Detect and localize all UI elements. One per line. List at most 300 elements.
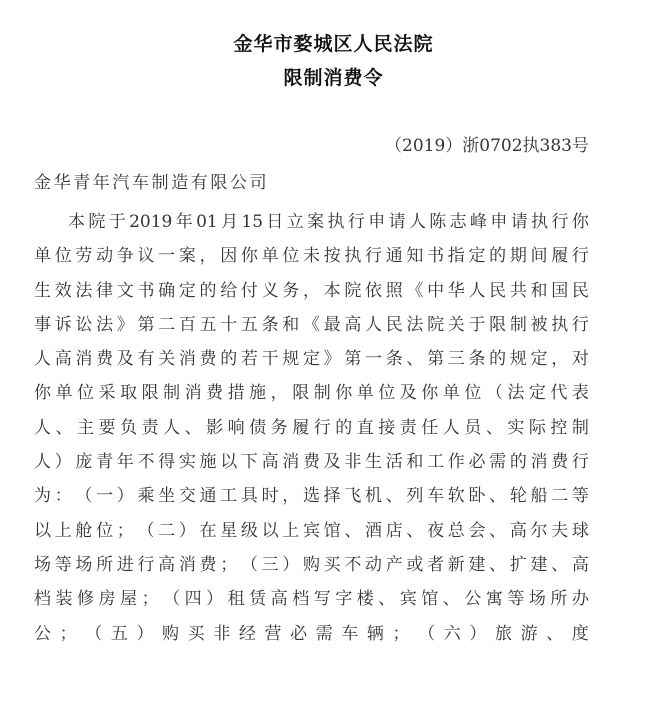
glyph: 度 (571, 623, 589, 644)
glyph: 峰 (470, 212, 488, 232)
glyph: ： (54, 486, 72, 507)
glyph: 高 (54, 349, 72, 370)
glyph: 人 (468, 280, 486, 301)
glyph: 共 (509, 280, 527, 301)
glyph: 按 (323, 246, 341, 267)
glyph: 生 (365, 452, 382, 473)
glyph: 五 (110, 623, 128, 644)
glyph: 游 (520, 623, 538, 644)
glyph: 年 (175, 212, 193, 232)
glyph: 位 (77, 383, 95, 404)
glyph: 代 (550, 383, 568, 404)
glyph: 的 (489, 246, 507, 267)
glyph: （ (485, 383, 503, 404)
glyph: 营 (264, 623, 282, 644)
glyph: 定 (530, 349, 548, 370)
glyph: 国 (551, 280, 569, 301)
glyph: 行 (137, 554, 155, 575)
glyph: 二 (551, 486, 569, 507)
glyph: 以 (34, 520, 51, 541)
glyph: 高 (344, 314, 362, 335)
glyph: 付 (240, 280, 258, 301)
glyph: 不 (137, 452, 155, 473)
glyph: 上 (54, 520, 72, 541)
glyph: 影 (206, 417, 224, 438)
glyph: 法 (96, 314, 114, 335)
glyph: 三 (261, 554, 279, 575)
glyph: 申 (368, 212, 386, 232)
glyph: 华 (447, 280, 465, 301)
body-line (34, 342, 589, 376)
glyph: 你 (34, 383, 51, 404)
glyph: 被 (530, 314, 548, 335)
glyph: 干 (261, 349, 279, 370)
glyph: 制 (509, 314, 527, 335)
glyph: 消 (184, 383, 202, 404)
glyph: 需 (489, 452, 507, 473)
glyph: 高 (158, 554, 176, 575)
glyph: 新 (447, 554, 465, 575)
glyph: ） (469, 623, 487, 644)
glyph: 于 (108, 212, 126, 232)
glyph: ； (116, 520, 134, 541)
glyph: 的 (489, 349, 507, 370)
glyph: 寓 (485, 589, 503, 610)
glyph: 尔 (530, 520, 548, 541)
glyph: ； (141, 589, 159, 610)
glyph: 和 (406, 452, 424, 473)
glyph: 费 (551, 452, 569, 473)
glyph: 、 (489, 486, 507, 507)
body-line (34, 617, 589, 651)
glyph: 陈 (429, 212, 447, 232)
glyph: 措 (227, 383, 245, 404)
glyph: 执 (327, 212, 345, 232)
glyph: 施 (199, 452, 217, 473)
glyph: 制 (163, 383, 181, 404)
glyph: 院 (427, 314, 445, 335)
glyph: 诉 (54, 314, 72, 335)
glyph: 的 (199, 280, 217, 301)
glyph: 制 (313, 383, 331, 404)
glyph: 行 (571, 246, 589, 267)
glyph: 单 (34, 246, 51, 267)
glyph: 法 (75, 280, 93, 301)
glyph: 实 (507, 417, 525, 438)
glyph: 选 (302, 486, 320, 507)
glyph: 店 (385, 520, 403, 541)
glyph: 规 (282, 349, 300, 370)
glyph: ， (302, 280, 320, 301)
glyph: 场 (528, 589, 546, 610)
glyph: 15 (241, 212, 264, 232)
glyph: ， (282, 486, 300, 507)
glyph: （ (85, 623, 103, 644)
glyph: 于 (468, 314, 486, 335)
glyph: 消 (530, 452, 548, 473)
glyph: ； (392, 623, 410, 644)
glyph: 定 (178, 280, 196, 301)
glyph: 单 (261, 246, 279, 267)
glyph: 等 (571, 486, 589, 507)
glyph: 直 (356, 417, 374, 438)
glyph: 讼 (75, 314, 93, 335)
glyph: 责 (141, 417, 159, 438)
glyph: ， (199, 246, 217, 267)
glyph: 主 (77, 417, 95, 438)
glyph: 费 (199, 349, 217, 370)
glyph: 志 (449, 212, 467, 232)
glyph: 院 (88, 212, 106, 232)
glyph: 非 (213, 623, 231, 644)
glyph: 执 (551, 314, 569, 335)
glyph: 星 (220, 520, 238, 541)
glyph: 车 (341, 623, 359, 644)
glyph: 的 (509, 452, 527, 473)
glyph: 你 (240, 246, 258, 267)
glyph: 宾 (399, 589, 417, 610)
glyph: 争 (116, 246, 134, 267)
glyph: 非 (344, 452, 362, 473)
glyph: 任 (421, 417, 439, 438)
body-line (34, 514, 589, 548)
glyph: ） (54, 452, 72, 473)
glyph: 酒 (365, 520, 382, 541)
glyph: 案 (307, 212, 325, 232)
glyph: 申 (490, 212, 508, 232)
glyph: 、 (489, 554, 507, 575)
glyph: 和 (282, 314, 300, 335)
glyph: 档 (34, 589, 51, 610)
glyph: 人 (163, 417, 181, 438)
glyph: 的 (220, 349, 238, 370)
glyph: 下 (240, 452, 258, 473)
glyph: 馆 (323, 520, 341, 541)
glyph: 列 (406, 486, 424, 507)
glyph: 采 (98, 383, 116, 404)
glyph: 规 (509, 349, 527, 370)
glyph: 及 (399, 383, 417, 404)
glyph: 百 (178, 314, 196, 335)
glyph: 履 (292, 417, 310, 438)
glyph: 年 (116, 452, 134, 473)
glyph: 动 (365, 554, 382, 575)
glyph: 书 (137, 280, 155, 301)
glyph: 若 (240, 349, 258, 370)
glyph: 员 (464, 417, 482, 438)
glyph: 、 (184, 417, 202, 438)
glyph: 人 (408, 212, 426, 232)
glyph: 费 (302, 452, 320, 473)
glyph: 你 (335, 383, 353, 404)
glyph: 修 (77, 589, 95, 610)
glyph: ； (59, 623, 77, 644)
glyph: 文 (116, 280, 134, 301)
glyph: 具 (240, 486, 258, 507)
glyph: 船 (530, 486, 548, 507)
glyph: 条 (468, 349, 486, 370)
glyph: 定 (302, 349, 320, 370)
glyph: 民 (385, 314, 403, 335)
glyph: 工 (427, 452, 445, 473)
glyph: 场 (75, 554, 93, 575)
glyph: 等 (507, 589, 525, 610)
glyph: 、 (546, 623, 564, 644)
glyph: ， (551, 349, 569, 370)
body-line (34, 205, 589, 239)
glyph: 接 (378, 417, 396, 438)
glyph: 务 (270, 417, 288, 438)
glyph: 舱 (75, 520, 93, 541)
glyph: 、 (442, 589, 460, 610)
glyph: 上 (282, 520, 300, 541)
glyph: 定 (468, 246, 486, 267)
glyph: 行 (571, 452, 589, 473)
glyph: 宾 (302, 520, 320, 541)
glyph: 债 (249, 417, 267, 438)
glyph: 01 (196, 212, 218, 232)
glyph: 效 (54, 280, 72, 301)
glyph: 施 (249, 383, 267, 404)
glyph: 高 (261, 452, 279, 473)
body-line (34, 239, 589, 273)
glyph: 车 (427, 486, 445, 507)
glyph: 扩 (509, 554, 527, 575)
addressee: 金华青年汽车制造有限公司 (34, 173, 270, 193)
document-body (34, 205, 589, 651)
glyph: 建 (530, 554, 548, 575)
glyph: 公 (34, 623, 51, 644)
glyph: 时 (261, 486, 279, 507)
glyph: 、 (378, 589, 396, 610)
glyph: 得 (158, 452, 176, 473)
glyph: 乘 (137, 486, 155, 507)
glyph: ） (206, 589, 224, 610)
glyph: 第 (137, 314, 155, 335)
glyph: 不 (344, 554, 362, 575)
glyph: 2019 (129, 212, 173, 232)
glyph: 人 (34, 452, 51, 473)
glyph: 因 (220, 246, 238, 267)
glyph: 活 (385, 452, 403, 473)
glyph: 义 (261, 280, 279, 301)
glyph: 际 (528, 417, 546, 438)
glyph: （ (75, 486, 93, 507)
glyph: 、 (344, 520, 362, 541)
glyph: （ (418, 623, 436, 644)
glyph: 人 (365, 314, 382, 335)
glyph: 装 (55, 589, 73, 610)
body-line (34, 548, 589, 582)
glyph: 需 (315, 623, 333, 644)
glyph: 高 (571, 554, 589, 575)
glyph: 照 (385, 280, 403, 301)
glyph: 赁 (249, 589, 267, 610)
glyph: 行 (347, 212, 365, 232)
glyph: 依 (365, 280, 382, 301)
body-line (34, 274, 589, 308)
glyph: 立 (286, 212, 304, 232)
glyph: 三 (447, 349, 465, 370)
glyph: 择 (323, 486, 341, 507)
body-line (34, 411, 589, 445)
glyph: 及 (116, 349, 134, 370)
glyph: 责 (399, 417, 417, 438)
glyph: 执 (344, 246, 362, 267)
glyph: 位 (464, 383, 482, 404)
glyph: 二 (158, 520, 176, 541)
glyph: 费 (199, 554, 217, 575)
glyph: 租 (227, 589, 245, 610)
glyph: 议 (137, 246, 155, 267)
glyph: 第 (427, 349, 445, 370)
glyph: 经 (238, 623, 256, 644)
glyph: 轮 (509, 486, 527, 507)
glyph: 人 (442, 417, 460, 438)
glyph: 高 (270, 589, 288, 610)
glyph: 你 (571, 212, 589, 232)
glyph: 你 (421, 383, 439, 404)
document-title: 限制消费令 (283, 67, 384, 89)
glyph: 位 (96, 520, 114, 541)
glyph: 行 (365, 246, 382, 267)
glyph: 青 (96, 452, 114, 473)
glyph: ， (270, 383, 288, 404)
case-number: （2019）浙0702执383号 (385, 136, 589, 156)
glyph: 《 (406, 280, 424, 301)
glyph: 一 (96, 486, 114, 507)
glyph: 限 (141, 383, 159, 404)
glyph: 五 (199, 314, 217, 335)
glyph: 及 (323, 452, 341, 473)
glyph: 关 (447, 314, 465, 335)
glyph: 屋 (120, 589, 138, 610)
glyph: 知 (406, 246, 424, 267)
glyph: 卧 (468, 486, 486, 507)
glyph: 、 (385, 486, 403, 507)
glyph: 者 (427, 554, 445, 575)
body-line (34, 445, 589, 479)
glyph: 确 (158, 280, 176, 301)
glyph: 位 (378, 383, 396, 404)
glyph: 等 (54, 554, 72, 575)
glyph: 对 (571, 349, 589, 370)
glyph: 请 (388, 212, 406, 232)
glyph: 实 (178, 452, 196, 473)
glyph: 必 (468, 452, 486, 473)
glyph: 民 (489, 280, 507, 301)
glyph: 公 (464, 589, 482, 610)
glyph: 消 (75, 349, 93, 370)
glyph: 》 (116, 314, 134, 335)
glyph: 条 (261, 314, 279, 335)
glyph: 响 (227, 417, 245, 438)
glyph: 消 (282, 452, 300, 473)
glyph: 买 (323, 554, 341, 575)
glyph: 法 (507, 383, 525, 404)
glyph: 机 (365, 486, 382, 507)
glyph: 六 (443, 623, 461, 644)
glyph: 律 (96, 280, 114, 301)
glyph: 生 (34, 280, 51, 301)
glyph: 和 (530, 280, 548, 301)
body-line (34, 376, 589, 410)
glyph: 、 (551, 554, 569, 575)
glyph: 取 (120, 383, 138, 404)
glyph: 交 (178, 486, 196, 507)
glyph: 工 (220, 486, 238, 507)
glyph: 院 (344, 280, 362, 301)
glyph: 十 (220, 314, 238, 335)
glyph: （ (163, 589, 181, 610)
glyph: 》 (323, 349, 341, 370)
glyph: ） (116, 486, 134, 507)
glyph: 进 (116, 554, 134, 575)
glyph: 位 (282, 246, 300, 267)
glyph: 或 (406, 554, 424, 575)
glyph: 办 (571, 589, 589, 610)
glyph: 行 (571, 314, 589, 335)
glyph: 、 (406, 349, 424, 370)
glyph: 以 (220, 452, 238, 473)
glyph: 为 (34, 486, 51, 507)
glyph: 日 (266, 212, 284, 232)
glyph: 产 (385, 554, 403, 575)
glyph: 购 (162, 623, 180, 644)
glyph: 、 (489, 520, 507, 541)
glyph: ） (282, 554, 300, 575)
glyph: 消 (178, 349, 196, 370)
glyph: 消 (178, 554, 196, 575)
glyph: 夜 (427, 520, 445, 541)
glyph: 期 (509, 246, 527, 267)
glyph: 月 (221, 212, 239, 232)
glyph: 单 (442, 383, 460, 404)
glyph: 控 (550, 417, 568, 438)
glyph: 楼 (356, 589, 374, 610)
glyph: 级 (240, 520, 258, 541)
glyph: 通 (385, 246, 403, 267)
glyph: （ (137, 520, 155, 541)
glyph: 坐 (158, 486, 176, 507)
glyph: 执 (531, 212, 549, 232)
glyph: 球 (571, 520, 589, 541)
glyph: 字 (335, 589, 353, 610)
glyph: 必 (290, 623, 308, 644)
glyph: 买 (187, 623, 205, 644)
glyph: 通 (199, 486, 217, 507)
glyph: 所 (550, 589, 568, 610)
glyph: 软 (447, 486, 465, 507)
glyph: 限 (489, 314, 507, 335)
glyph: 的 (335, 417, 353, 438)
glyph: 位 (54, 246, 72, 267)
glyph: 劳 (75, 246, 93, 267)
glyph: 飞 (344, 486, 362, 507)
glyph: 务 (282, 280, 300, 301)
glyph: 请 (510, 212, 528, 232)
glyph: 五 (240, 314, 258, 335)
glyph: 有 (137, 349, 155, 370)
glyph: 未 (302, 246, 320, 267)
court-name: 金华市婺城区人民法院 (233, 33, 434, 55)
glyph: 作 (447, 452, 465, 473)
body-line (34, 479, 589, 513)
glyph: 旅 (494, 623, 512, 644)
glyph: 档 (292, 589, 310, 610)
glyph: 书 (427, 246, 445, 267)
glyph: 费 (96, 349, 114, 370)
